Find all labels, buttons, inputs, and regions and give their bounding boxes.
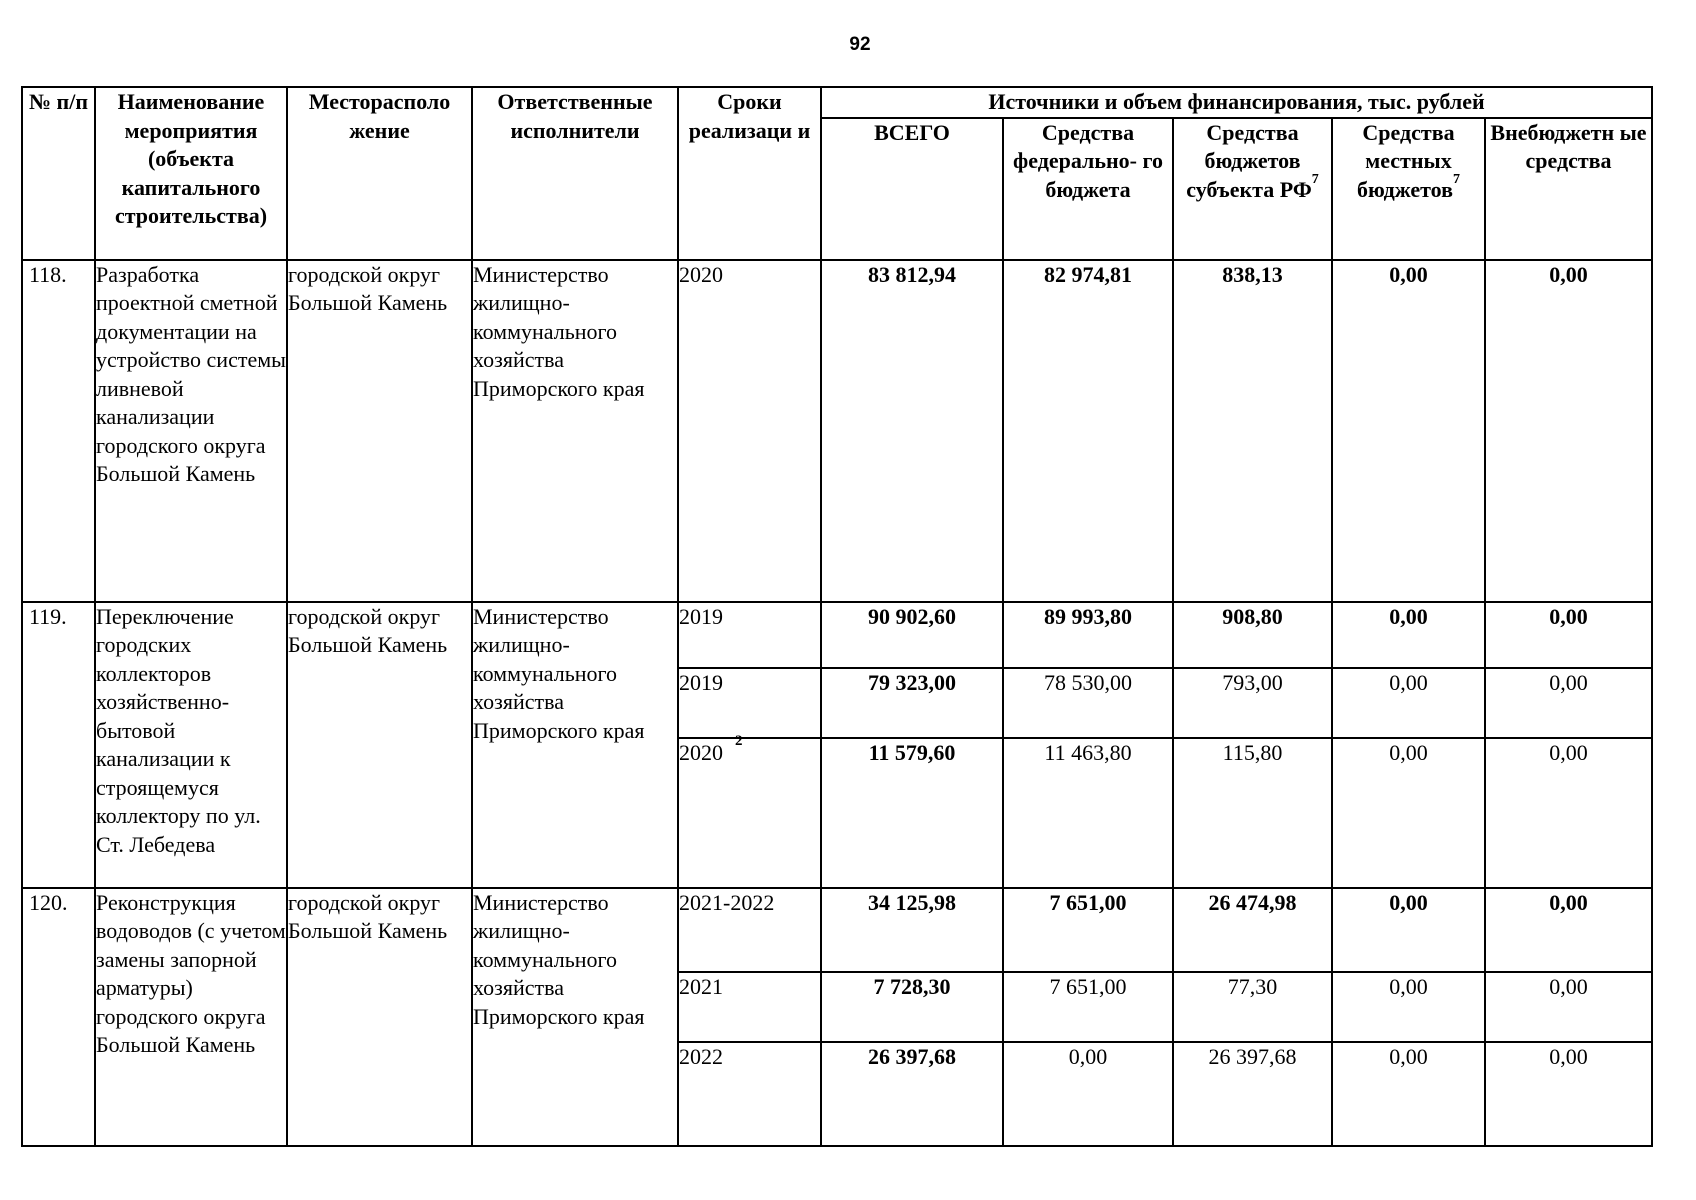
amount-subject: 77,30 xyxy=(1173,972,1332,1042)
header-name: Наименование мероприятия (объекта капитального строительства) xyxy=(95,87,287,260)
row-number: 120. xyxy=(22,888,95,1146)
amount-local: 0,00 xyxy=(1332,738,1485,888)
header-local xyxy=(1332,118,1485,260)
period-year: 2020 xyxy=(678,260,821,602)
amount-extra: 0,00 xyxy=(1485,668,1652,738)
amount-federal: 82 974,81 xyxy=(1003,260,1173,602)
row-number: 118. xyxy=(22,260,95,602)
amount-extra: 0,00 xyxy=(1485,602,1652,668)
header-local-footnote: 7 xyxy=(1452,171,1460,187)
header-subject-label: Средства бюджетов субъекта РФ xyxy=(1186,119,1312,202)
period-year: 2021 xyxy=(678,972,821,1042)
period-year: 2019 xyxy=(678,602,821,668)
amount-total: 83 812,94 xyxy=(821,260,1003,602)
amount-total: 26 397,68 xyxy=(821,1042,1003,1146)
header-subject-footnote: 7 xyxy=(1311,171,1319,187)
amount-extra: 0,00 xyxy=(1485,738,1652,888)
table-row xyxy=(22,260,1652,602)
period-year-label: 2020 xyxy=(679,739,723,765)
amount-total: 11 579,60 xyxy=(821,738,1003,888)
amount-federal: 78 530,00 xyxy=(1003,668,1173,738)
page-number: 92 xyxy=(849,34,871,55)
amount-local: 0,00 xyxy=(1332,602,1485,668)
event-name: Разработка проектной сметной документации на устройство системы ливневой канализации городского округа Большой Камень xyxy=(95,260,287,602)
amount-federal: 89 993,80 xyxy=(1003,602,1173,668)
amount-subject: 26 397,68 xyxy=(1173,1042,1332,1146)
header-sources-group: Источники и объем финансирования, тыс. рублей xyxy=(821,87,1652,118)
amount-federal: 11 463,80 xyxy=(1003,738,1173,888)
responsible: Министерство жилищно- коммунального хозяйства Приморского края xyxy=(472,888,678,1146)
header-location: Месторасполо жение xyxy=(287,87,472,260)
amount-total: 79 323,00 xyxy=(821,668,1003,738)
responsible: Министерство жилищно- коммунального хозяйства Приморского края xyxy=(472,602,678,888)
period-year: 2021-2022 xyxy=(678,888,821,972)
amount-local: 0,00 xyxy=(1332,260,1485,602)
header-total: ВСЕГО xyxy=(821,118,1003,260)
responsible: Министерство жилищно- коммунального хозяйства Приморского края xyxy=(472,260,678,602)
header-local-label: Средства местных бюджетов xyxy=(1357,119,1455,202)
amount-extra: 0,00 xyxy=(1485,972,1652,1042)
header-terms: Сроки реализаци и xyxy=(678,87,821,260)
amount-extra: 0,00 xyxy=(1485,1042,1652,1146)
amount-federal: 0,00 xyxy=(1003,1042,1173,1146)
amount-total: 90 902,60 xyxy=(821,602,1003,668)
amount-subject: 115,80 xyxy=(1173,738,1332,888)
header-extra: Внебюджетн ые средства xyxy=(1485,118,1652,260)
table-row xyxy=(22,888,1652,972)
location: городской округ Большой Камень xyxy=(287,260,472,602)
amount-federal: 7 651,00 xyxy=(1003,888,1173,972)
header-num: № п/п xyxy=(22,87,95,260)
amount-federal: 7 651,00 xyxy=(1003,972,1173,1042)
header-subject xyxy=(1173,118,1332,260)
table-row xyxy=(22,602,1652,668)
amount-total: 34 125,98 xyxy=(821,888,1003,972)
amount-subject: 793,00 xyxy=(1173,668,1332,738)
amount-subject: 26 474,98 xyxy=(1173,888,1332,972)
amount-total: 7 728,30 xyxy=(821,972,1003,1042)
header-federal: Средства федерально- го бюджета xyxy=(1003,118,1173,260)
location: городской округ Большой Камень xyxy=(287,602,472,888)
amount-local: 0,00 xyxy=(1332,668,1485,738)
event-name: Реконструкция водоводов (с учетом замены запорной арматуры) городского округа Большой Камень xyxy=(95,888,287,1146)
header-responsible: Ответственные исполнители xyxy=(472,87,678,260)
amount-local: 0,00 xyxy=(1332,1042,1485,1146)
amount-extra: 0,00 xyxy=(1485,888,1652,972)
period-year: 2019 xyxy=(678,668,821,738)
period-year xyxy=(678,732,821,888)
amount-local: 0,00 xyxy=(1332,972,1485,1042)
amount-extra: 0,00 xyxy=(1485,260,1652,602)
amount-subject: 908,80 xyxy=(1173,602,1332,668)
amount-local: 0,00 xyxy=(1332,888,1485,972)
financing-table xyxy=(21,86,1653,1147)
period-year: 2022 xyxy=(678,1042,821,1146)
event-name: Переключение городских коллекторов хозяйственно- бытовой канализации к строящемуся коллектору по ул. Ст. Лебедева xyxy=(95,602,287,888)
row-number: 119. xyxy=(22,602,95,888)
amount-subject: 838,13 xyxy=(1173,260,1332,602)
location: городской округ Большой Камень xyxy=(287,888,472,1146)
period-year-footnote: 2 xyxy=(735,732,743,749)
